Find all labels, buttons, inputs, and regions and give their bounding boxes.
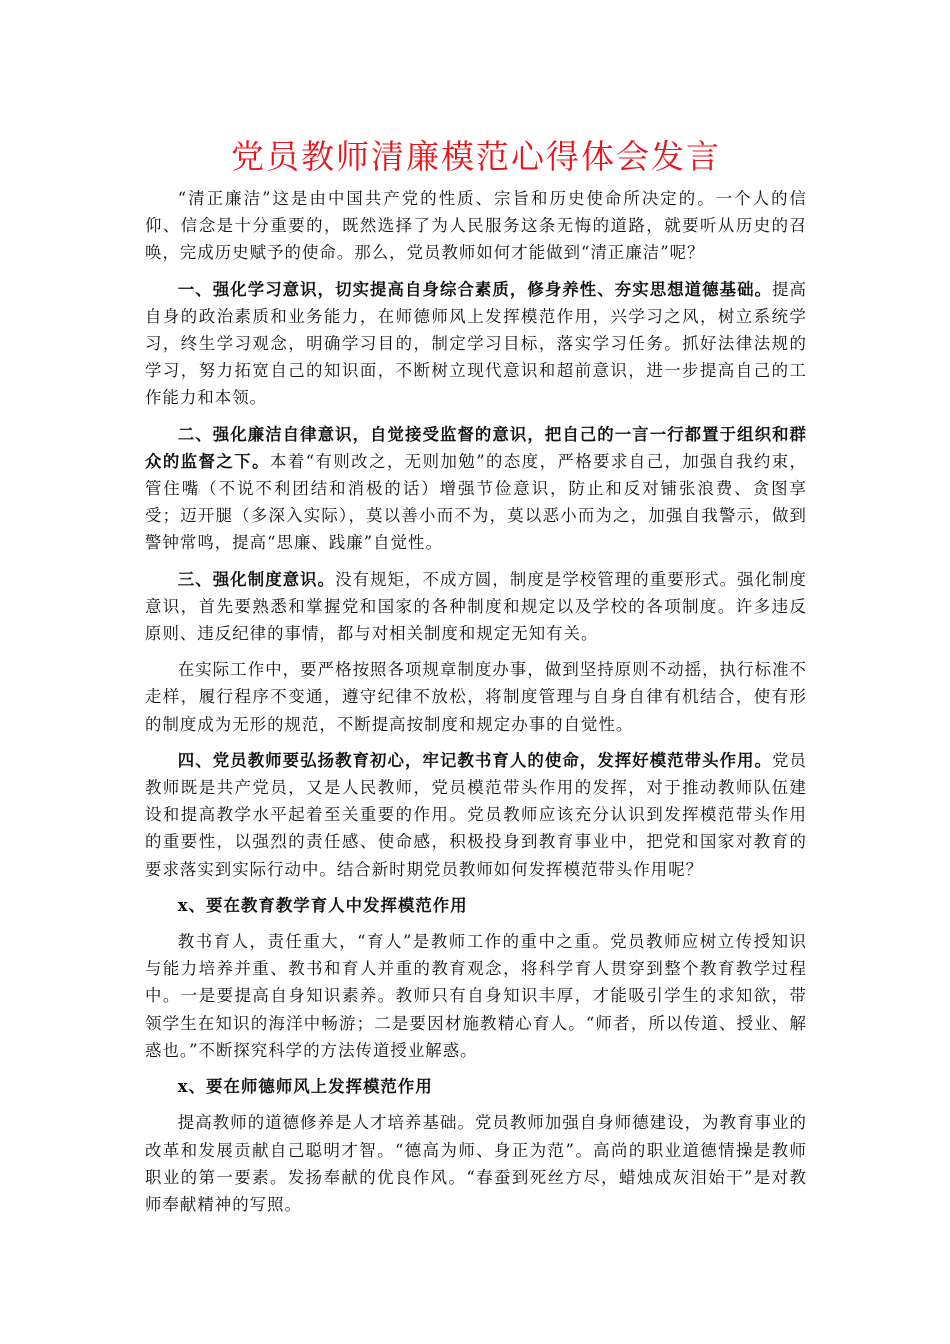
document-title: 党员教师清廉模范心得体会发言 (231, 137, 721, 176)
section-4-heading: 四、党员教师要弘扬教育初心，牢记教书育人的使命，发挥好模范带头作用。 (177, 750, 773, 770)
paragraph-section-2 (145, 421, 807, 557)
paragraph-text: “清正廉洁”这是由中国共产党的性质、宗旨和历史使命所决定的。一个人的信仰、信念是十分重要的，既然选择了为人民服务这条无悔的道路，就要听从历史的召唤，完成历史赋予的使命。那么，党员教师如何才能做到“清正廉洁”呢？ (145, 189, 807, 263)
paragraph-subsection-1: 教书育人，责任重大，“育人”是教师工作的重中之重。党员教师应树立传授知识与能力培养并重、教书和育人并重的教育观念，将科学育人贯穿到整个教育教学过程中。一是要提高自身知识素养。教师只有自身知识丰厚，才能吸引学生的求知欲，带领学生在知识的海洋中畅游；二是要因材施教精心育人。“师者，所以传道、授业、解惑也。”不断探究科学的方法传道授业解惑。 (145, 932, 807, 1060)
section-1-heading: 一、强化学习意识，切实提高自身综合素质，修身养性、夯实思想道德基础。 (177, 279, 773, 299)
paragraph-intro (145, 185, 807, 267)
subheading-1: x、要在教育教学育人中发挥模范作用 (177, 895, 468, 915)
paragraph-section-4 (145, 747, 807, 883)
document-page (145, 135, 807, 1227)
paragraph-text: 本着“有则改之，无则加勉”的态度，严格要求自己，加强自我约束，管住嘴（不说不利团结和消极的话）增强节俭意识，防止和反对铺张浪费、贪图享受；迈开腿（多深入实际），莫以善小而不为，莫以恶小而为之，加强自我警示，做到警钟常鸣，提高“思廉、践廉”自觉性。 (145, 451, 807, 553)
paragraph-section-3-cont (145, 656, 807, 738)
paragraph-text: 提高自身的政治素质和业务能力，在师德师风上发挥模范作用，兴学习之风，树立系统学习，终生学习观念，明确学习目的，制定学习目标，落实学习任务。抓好法律法规的学习，努力拓宽自己的知识面，不断树立现代意识和超前意识，进一步提高自己的工作能力和本领。 (145, 279, 807, 408)
section-3-heading: 三、强化制度意识。 (177, 569, 336, 589)
paragraph-section-3 (145, 566, 807, 648)
paragraph-subsection-2: 提高教师的道德修养是人才培养基础。党员教师加强自身师德建设，为教育事业的改革和发展贡献自己聪明才智。“德高为师、身正为范”。高尚的职业道德情操是教师职业的第一要素。发扬奉献的优良作风。“春蚕到死丝方尽，蜡烛成灰泪始干”是对教师奉献精神的写照。 (145, 1113, 807, 1214)
subheading-2: x、要在师德师风上发挥模范作用 (177, 1077, 433, 1097)
paragraph-section-1 (145, 276, 807, 412)
paragraph-text: 没有规矩，不成方圆，制度是学校管理的重要形式。强化制度意识，首先要熟悉和掌握党和国家的各种制度和规定以及学校的各项制度。许多违反原则、违反纪律的事情，都与对相关制度和规定无知有关。 (145, 569, 807, 644)
paragraph-text: 在实际工作中，要严格按照各项规章制度办事，做到坚持原则不动摇，执行标准不走样，履行程序不变通，遵守纪律不放松，将制度管理与自身自律有机结合，使有形的制度成为无形的规范，不断提高按制度和规定办事的自觉性。 (145, 660, 807, 734)
paragraph-text: 党员教师既是共产党员，又是人民教师，党员模范带头作用的发挥，对于推动教师队伍建设和提高教学水平起着至关重要的作用。党员教师应该充分认识到发挥模范带头作用的重要性，以强烈的责任感、使命感，积极投身到教育事业中，把党和国家对教育的要求落实到实际行动中。结合新时期党员教师如何发挥模范带头作用呢？ (145, 750, 807, 879)
section-2-heading: 二、强化廉洁自律意识，自觉接受监督的意识，把自己的一言一行都置于组织和群众的监督之下。 (145, 424, 807, 471)
